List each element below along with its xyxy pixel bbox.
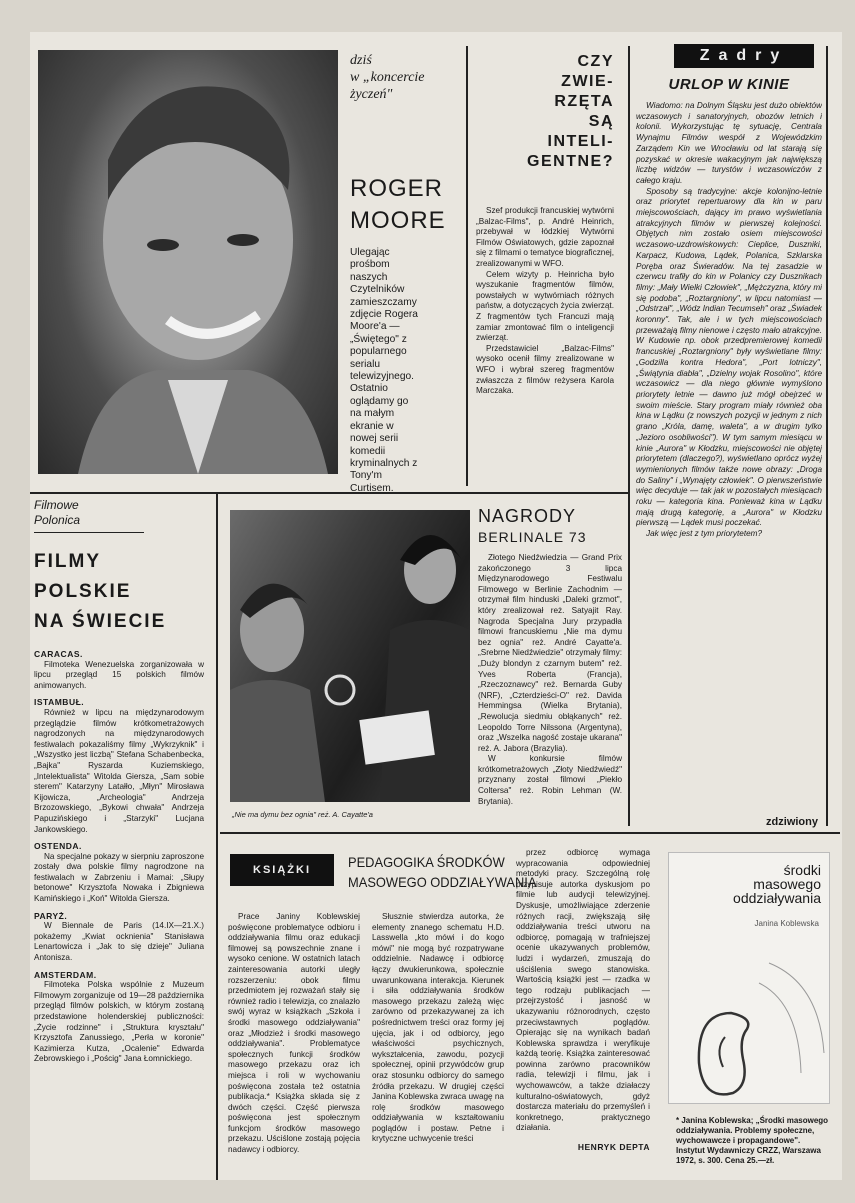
animals-p1: Szef produkcji francuskiej wytwórni „Balzac-Films", p. André Heinrich, przebywał w łódzkiej Wytwórni Filmów Oświatowych, gdzie zapoznał się z filmami o tematyce biograficznej, zrealizowanymi w WFO. <box>476 206 614 268</box>
filmowe-section-head: OSTENDA. <box>34 841 82 852</box>
rule-animals-zadry <box>628 46 630 826</box>
berlinale-caption: „Nie ma dymu bez ognia" reż. A. Cayatte'a <box>232 810 373 819</box>
ksiazki-col-1 <box>228 912 360 1180</box>
filmowe-section-head: ISTAMBUŁ. <box>34 697 85 708</box>
filmowe-section-head: CARACAS. <box>34 649 83 659</box>
zadry-title: URLOP W KINIE <box>668 76 790 93</box>
ksiazki-title-1: PEDAGOGIKA ŚRODKÓW <box>348 854 505 870</box>
zadry-p1: Wiadomo: na Dolnym Śląsku jest dużo obiektów wczasowych i sanatoryjnych, obozów letnich i kolonii. Wykorzystując tę sytuację, Centrala Wynajmu Filmów wespół z Wojewódzkim Zarządem Kin we Wrocławiu od lat starają się pozyskać w okresie wakacyjnym jak największą liczbę widzów — turystów i wczasowiczów z całego kraju. <box>636 101 822 185</box>
filmowe-section-head: PARYŻ. <box>34 910 68 921</box>
rule-books-top <box>220 832 840 834</box>
animals-article <box>476 52 614 492</box>
animals-p3: Przedstawiciel „Balzac-Films" wysoko ocenił filmy zrealizowane w WFO i wybrał szereg fragmentów zwłaszcza z filmów reżysera Karola Marczaka. <box>476 343 614 396</box>
rule-zadry-right <box>826 46 828 826</box>
filmowe-section-text: Filmoteka Polska wspólnie z Muzeum Filmowym zorganizuje od 19—28 października przegląd filmów polskich, w którym zostaną przedstawione holenderskiej publiczności: „Życie rodzinne" i „Struktura kryształu" Krzysztofa Zanussiego, „Perła w koronie" Kazimierza Kutza, „Ocalenie" Edwarda Żebrowskiego i „Pościg" Jana Łomnickiego. <box>34 980 204 1064</box>
berlinale-article <box>478 506 622 826</box>
roger-moore-photo <box>38 50 338 474</box>
book-cover-author: Janina Koblewska <box>754 919 819 928</box>
moore-kicker: dziś w „koncercie życzeń" <box>350 53 425 102</box>
filmowe-section-text: W Biennale de Paris (14.IX—21.X.) pokażemy „Kwiat ocknienia" Stanisława Lenartowicza i „Jak to się dzieje" Juliana Antonisza. <box>34 921 204 963</box>
berlinale-p1: Złotego Niedźwiedzia — Grand Prix zakończonego 3 lipca Międzynarodowego Festiwalu Filmowego w Berlinie Zachodnim — otrzymał film hinduski „Daleki grzmot", który zrealizował reż. Satyajit Ray. Nagroda Specjalna Jury przypadła filmowi francuskiemu „Nie ma dymu bez ognia" reż. André Cayatte'a. „Srebrne Niedźwiedzie" otrzymały filmy: „Duży blondyn z czarnym butem" reż. Yves Roberta (Francja), „Rzeczoznawcy" reż. Bernarda Guby (NRF), „Czterdzieści-O" reż. Davida Hemmingsa (Wielka Brytania), „Rewolucja siedmiu obłąkanych" reż. Leopoldo Torre Nilssona (Argentyna), oraz „Wszelka nagość zostaje ukarana" reż. A. Jabora (Brazylia). <box>478 553 622 753</box>
ear-illustration <box>669 853 830 1104</box>
berlinale-p2: W konkursie filmów krótkometrażowych „Złoty Niedźwiedź" przyznany został filmowi „Piekło Coltersa" reż. Robin Lehman (W. Brytania). <box>478 754 622 806</box>
zadry-signature: zdziwiony <box>766 816 818 828</box>
filmowe-section-text: Również w lipcu na międzynarodowym przeglądzie filmów krótkometrażowych nagrodzonych na międzynarodowych festiwalach pokazaliśmy filmy „Wykrzyknik" i „Wszystko jest liczbą" Stefana Schabenbecka, „Bajka" Ryszarda Kuziemskiego, „Intelektualista" Witolda Giersza, „Sam sobie sterem" Katarzyny Latałło, „Młyn" Mirosława Kijowicza, „Archeologia" Andrzeja Brzozowskiego, „Bykowi chwała" Andrzeja Papuzińskiego i „Starzyki" Lucjana Jankowskiego. <box>34 707 204 834</box>
animals-title: CZY ZWIE- RZĘTA SĄ INTELI- GENTNE? <box>527 53 614 170</box>
ksiazki-col-2 <box>372 912 504 1180</box>
moore-name-line1: ROGER <box>350 175 444 202</box>
zadry-body <box>636 101 822 540</box>
zadry-article <box>636 44 822 830</box>
magazine-page <box>30 32 842 1180</box>
ksiazki-col2-text: Słusznie stwierdza autorka, że elementy znanego schematu H.D. Lasswella „kto mówi i do kogo mówi" nie mogą być rozpatrywane oddzielnie. Nadawcę i odbiorcę łączy dwukierunkowa, społecznie uwarunkowana interakcja. Kierunek i siła oddziaływania środków masowego przekazu zależą więc zarówno od przekazywanej za ich pośrednictwem treści oraz formy jej ujęcia, jak i od odbiorcy, jego właściwości psychicznych, wykształcenia, zawodu, pozycji społecznej, opinii przywódców grup oraz stosunku odbiorcy do samego źródła przekazu. W drugiej części Janina Koblewska zwraca uwagę na rolę środków masowego oddziaływania w kształtowaniu poglądów i postaw. Petne i krytyczne uchwycenie treści <box>372 912 504 1144</box>
ksiazki-title-2: MASOWEGO ODDZIAŁYWANIA <box>348 874 537 890</box>
book-cover-title: środki masowego oddziaływania <box>733 862 821 906</box>
filmowe-body <box>34 649 204 1065</box>
zadry-p3: Jak więc jest z tym priorytetem? <box>646 529 763 539</box>
book-cover <box>668 852 830 1104</box>
ksiazki-label: KSIĄŻKI <box>230 854 334 886</box>
filmowe-section-head: AMSTERDAM. <box>34 969 97 980</box>
berlinale-body <box>478 553 622 807</box>
moore-column <box>350 52 460 492</box>
ksiazki-col1-text: Prace Janiny Koblewskiej poświęcone problematyce odbioru i oddziaływania filmu oraz edukacji filmowej są powszechnie znane i wysoko cenione. W ostatnich latach zainteresowania autorki uległy rozszerzeniu: obok filmu przedmiotem jej rozważań stały się również radio i telewizja, co znalazło swój wyraz w książkach „Szkoła i środki masowego oddziaływania" oraz „Młodzież i środki masowego oddziaływania". Problematyce społecznych funkcji środków masowego przekazu oraz ich miejsca i roli w wychowaniu poświęcona została też ostatnia publikacja.* Książka składa się z dwóch części. Część pierwsza poświęcona jest społecznym funkcjom środków masowego przekazu. Uściślone zostają pojęcia nadawcy i odbiorcy. <box>228 912 360 1155</box>
filmowe-title-1: FILMY <box>34 551 101 572</box>
animals-body <box>476 206 614 397</box>
filmowe-title-2: POLSKIE <box>34 581 132 602</box>
ksiazki-col-3 <box>516 848 650 1178</box>
rule-top-section <box>30 492 628 494</box>
berlinale-title-2: BERLINALE 73 <box>478 529 587 545</box>
filmowe-kicker-rule <box>34 532 144 533</box>
animals-p2: Celem wizyty p. Heinricha było wyszukanie fragmentów filmów, powstałych w wytwórniach różnych państw, a dotyczących życia zwierząt. Z fragmentów tych Francuzi mają zamiar zmontować film o inteligencji zwierząt. <box>476 269 614 343</box>
filmowe-section-text: Na specjalne pokazy w sierpniu zaproszone zostały dwa polskie filmy nagrodzone na festiwalach w Zabrzeniu i Mamai: „Słupy betonowe" Krzysztofa Nowaka i Zbigniewa Kamińskiego i „Koń" Witolda Giersza. <box>34 851 204 904</box>
moore-body: Ulegając prośbom naszych Czytelników zamieszczamy zdjęcie Rogera Moore'a — „Świętego" z popularnego serialu telewizyjnego. Ostatnio oglądamy go na małym ekranie w nowej serii komedii kryminalnych z Tony'm Curtisem. <box>350 247 418 492</box>
filmowe-title-3: NA ŚWIECIE <box>34 611 167 632</box>
book-footnote: * Janina Koblewska; „Środki masowego oddziaływania. Problemy społeczne, wychowawcze i propagandowe". Instytut Wydawniczy CRZZ, Warszawa 1972, s. 300. Cena 25.—zł. <box>676 1116 829 1165</box>
zadry-p2: Sposoby są tradycyjne: akcje kolonijno-letnie oraz priorytet repertuarowy dla kin w paru miejscowościach, dający im prawo wyświetlania atrakcyjnych filmów w pierwszej kolejności. Objętych nim zostało osiem miejscowości wczasowo-uzdrowiskowych: Cieplice, Duszniki, Karpacz, Kudowa, Lądek, Polanica, Szklarska Poręba oraz Świeradów. Na tej zasadzie w czerwcu trafiły do kin w Polanicy czy Dusznikach filmy: „Mały Wielki Człowiek", „Mężczyzna, który mi się podoba", „Roztargniony", w lipcu natomiast — „Odstrzał", „Wódz Indian Tecumseh" oraz „Świadek koronny". Tak, ale i w tych miejscowościach przeważają filmy nienowe i często mało atrakcyjne. W Kudowie np. obok przedpremierowej komedii francuskiej „Roztargniony" były wyświetlane filmy: „Godzilla kontra Hedora", „Port lotniczy", „Świątynia diabła", „Dzielny wojak Rosolino", które wczasowicz — dla niego głównie wymyślono priorytety letnie — dawno już mógł obejrzeć w swoim mieście. Stary program miały również oba kina w Lądku (z nowszych pozycji w jednym z nich grano „Króla, damę, waleta", a w drugim tylko „Jezioro osobliwości"). W tym samym miesiącu w kinie „Aurora" w Kłodzku, miejscowości nie objętej priorytetem (dlaczego?), wyświetlano oprócz wyżej wymienionych filmów także nowe obrazy: „Droga do Saliny" i „Wynajęty człowiek". O pierwszeństwie więc decyduje — tak jak w pozostałych miesiącach roku — kategoria kina. Ponieważ kina w Lądku mają drugą kategorię, a „Aurora" w Kłodzku pierwszą — Lądek musi poczekać. <box>636 186 822 528</box>
berlinale-still-photo <box>230 510 470 802</box>
zadry-label: Zadry <box>674 44 814 68</box>
moore-name-line2: MOORE <box>350 207 446 234</box>
portrait-illustration <box>38 50 338 474</box>
ksiazki-col3-text: przez odbiorcę wymaga wypracowania odpowiedniej metodyki pracy. Szczególną rolę przypisuje autorka dyskusjom po filmie lub audycji telewizyjnej. Dyskusje, umożliwiające zderzenie różnych racji, zwiększają siłę oddziaływania treści utworu na odbiorcę, pomagają w trafniejszej ocenie ukazywanych problemów, ludzi i wydarzeń, zmuszają do uściślenia swego stanowiska. Wartością książki jest — rzadka w tego rodzaju publikacjach — przejrzystość i jasność w ukazywaniu różnorodnych, często przeciwstawnych poglądów. Opierając się na wynikach badań Koblewska sprawdza i weryfikuje każdą teorię. Książka zainteresować powinna zarówno pracowników radia, telewizji i filmu, jak i wychowawców, a także działaczy kulturalno-oświatowych, gdyż dostarcza materiału do przemyśleń i konkretnego, praktycznego działania. <box>516 848 650 1133</box>
rule-moore-animals <box>466 46 468 486</box>
ksiazki-author: HENRYK DEPTA <box>577 1142 650 1153</box>
filmowe-kicker: Filmowe Polonica <box>34 498 81 527</box>
film-still-illustration <box>230 510 470 802</box>
rule-filmowe <box>216 494 218 1180</box>
berlinale-title-1: NAGRODY <box>478 506 577 526</box>
ksiazki-section <box>228 840 838 1180</box>
filmowe-section-text: Filmoteka Wenezuelska zorganizowała w lipcu przegląd 15 polskich filmów animowanych. <box>34 659 204 690</box>
filmowe-polonica <box>34 498 204 1178</box>
